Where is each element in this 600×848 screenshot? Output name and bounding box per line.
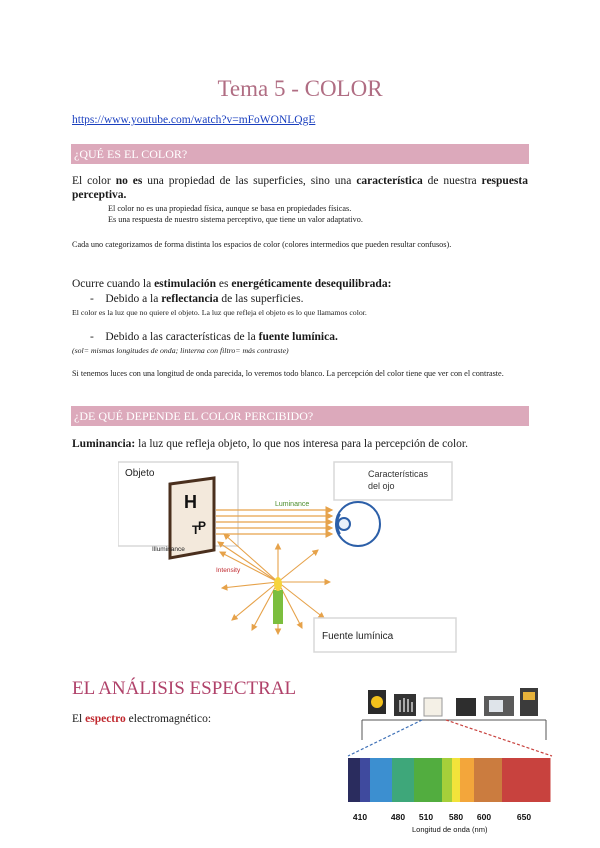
spectrum-segment xyxy=(370,758,393,802)
eye-label-1: Características xyxy=(368,469,429,479)
spectrum-axis-label: Longitud de onda (nm) xyxy=(412,825,488,834)
eye-label-2: del ojo xyxy=(368,481,395,491)
spectrum-segment xyxy=(442,758,453,802)
illuminance-label: Illuminance xyxy=(152,546,185,553)
paragraph-ocurre: Ocurre cuando la estimulación es energéticamente desequilibrada: xyxy=(72,278,392,290)
objeto-label: Objeto xyxy=(125,468,155,479)
bullet-fuente-luminica: - Debido a las características de la fuente lumínica. xyxy=(90,331,338,343)
spectrum-segment xyxy=(474,758,503,802)
luminance-rays xyxy=(216,510,332,534)
candle-icon xyxy=(273,590,283,624)
spectrum-tick-label: 650 xyxy=(516,812,532,822)
paragraph-luminancia: Luminancia: la luz que refleja objeto, lo que nos interesa para la percepción de color. xyxy=(72,438,468,450)
spectrum-tick-label: 410 xyxy=(352,812,368,822)
xray-hand-icon xyxy=(394,694,416,716)
spectrum-segment xyxy=(460,758,475,802)
guide-right xyxy=(446,720,552,756)
bullet-reflectancia: - Debido a la reflectancia de las superficies. xyxy=(90,293,304,305)
spectrum-tick-label: 600 xyxy=(476,812,492,822)
spectrum-tick-label: 510 xyxy=(418,812,434,822)
luminance-figure xyxy=(118,458,458,658)
spectrum-band xyxy=(348,758,551,802)
spectrum-ticks xyxy=(353,812,531,822)
section-heading-que-es: ¿QUÉ ES EL COLOR? xyxy=(71,144,529,164)
letter-t: T xyxy=(192,523,200,537)
note-reflectancia: El color es la luz que no quiere el objeto. La luz que refleja el objeto es lo que llamamos color. xyxy=(72,308,367,317)
guide-left xyxy=(348,720,422,756)
flame-icon xyxy=(274,577,282,591)
page-title: Tema 5 - COLOR xyxy=(217,76,383,101)
paragraph-categorizamos: Cada uno categorizamos de forma distinta los espacios de color (colores intermedios que pueden resultar confusos). xyxy=(72,240,452,249)
letter-h: H xyxy=(184,492,197,512)
paragraph-definicion: El color no es una propiedad de las superficies, sino una característica de nuestra respuesta perceptiva. xyxy=(72,175,528,201)
spectrum-segment xyxy=(360,758,371,802)
note-propiedad-fisica: El color no es una propiedad física, aunque se basa en propiedades físicas. xyxy=(108,204,352,213)
youtube-link[interactable]: https://www.youtube.com/watch?v=mFoWONLQgE xyxy=(72,114,316,126)
luminance-label: Luminance xyxy=(275,501,310,508)
spectrum-tick-label: 580 xyxy=(448,812,464,822)
spectrum-tick-label: 480 xyxy=(390,812,406,822)
section-heading-depende: ¿DE QUÉ DEPENDE EL COLOR PERCIBIDO? xyxy=(71,406,529,426)
spectrum-segment xyxy=(392,758,415,802)
remote-icon xyxy=(456,698,476,716)
sun-icon xyxy=(424,698,442,716)
fuente-label: Fuente lumínica xyxy=(322,631,394,642)
paragraph-espectro: El espectro electromagnético: xyxy=(72,713,212,725)
spectrum-segment xyxy=(348,758,361,802)
letter-p: P xyxy=(198,519,207,533)
spectrum-segment xyxy=(502,758,551,802)
spectrum-segment xyxy=(414,758,443,802)
intensity-label: Intensity xyxy=(216,567,241,574)
note-fuente: (sol= mismas longitudes de onda; linterna con filtro= más contraste) xyxy=(72,346,289,355)
eye-icon xyxy=(336,502,380,546)
spectrum-figure xyxy=(340,686,566,840)
section-heading-espectral: EL ANÁLISIS ESPECTRAL xyxy=(72,678,297,699)
note-respuesta: Es una respuesta de nuestro sistema perceptivo, que tiene un valor adaptativo. xyxy=(108,215,363,224)
paragraph-contraste: Si tenemos luces con una longitud de onda parecida, lo veremos todo blanco. La percepción del color tiene que ver con el contraste. xyxy=(72,369,504,378)
spectrum-segment xyxy=(452,758,461,802)
